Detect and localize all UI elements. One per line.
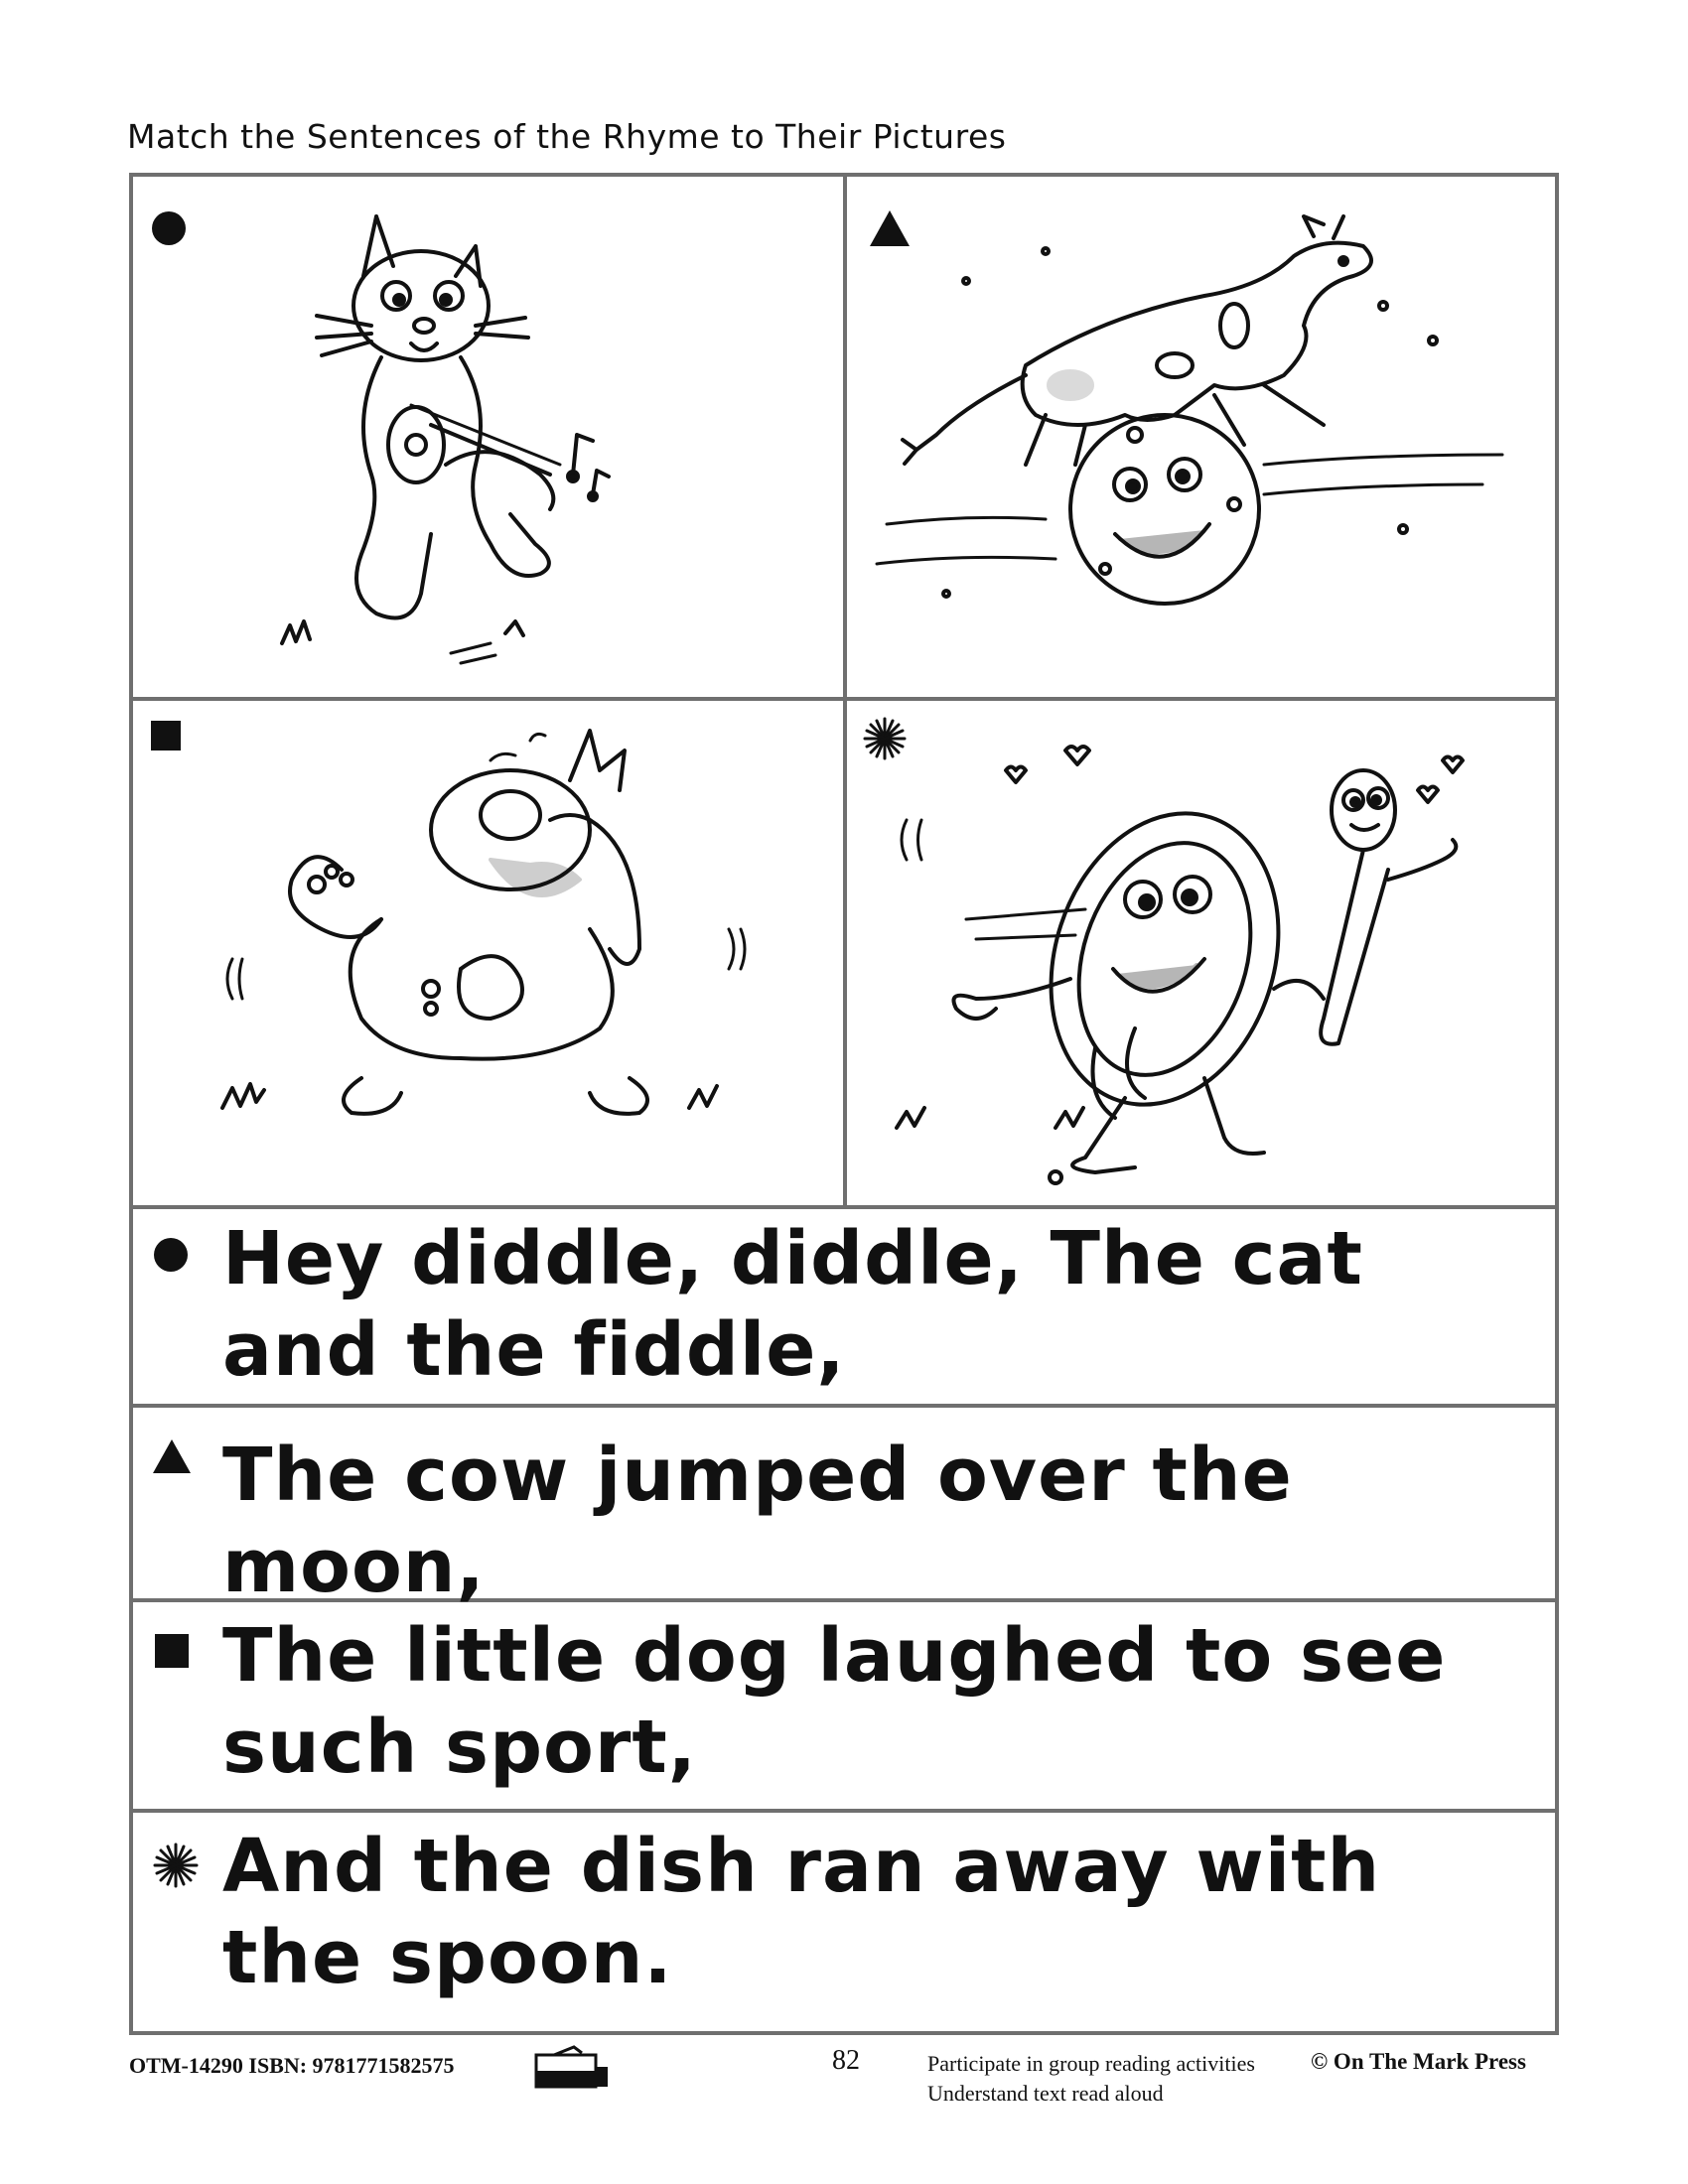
objective-2: Understand text read aloud	[927, 2081, 1164, 2106]
circle-symbol-icon	[152, 211, 186, 245]
sentence-text: And the dish ran away with the spoon.	[222, 1824, 1381, 2000]
footer-copyright: © On The Mark Press	[1311, 2049, 1526, 2074]
page-number: 82	[832, 2045, 860, 2076]
sentence-text: Hey diddle, diddle, The cat and the fiddle,	[222, 1216, 1363, 1393]
footer-code: OTM-14290 ISBN: 9781771582575	[129, 2053, 455, 2078]
sentence-row-dish	[133, 1813, 1555, 2035]
picture-cell-cow	[847, 177, 1559, 697]
picture-cell-cat	[133, 177, 843, 697]
sentence-list	[129, 1205, 1559, 2035]
dish-spoon-illustration	[897, 747, 1463, 1183]
picture-grid	[129, 173, 1559, 1209]
objective-1: Participate in group reading activities	[927, 2051, 1255, 2076]
footer-objectives	[927, 2049, 1255, 2109]
sentence-text: The cow jumped over the moon,	[222, 1433, 1293, 1609]
square-icon	[151, 1630, 195, 1674]
cow-moon-illustration	[877, 216, 1502, 604]
triangle-icon	[151, 1435, 195, 1479]
sentence-row-cat	[133, 1205, 1555, 1408]
triangle-symbol-icon	[870, 210, 910, 246]
cat-fiddle-illustration	[282, 216, 609, 663]
picture-cell-dish-spoon	[847, 701, 1559, 1209]
circle-icon	[151, 1233, 195, 1277]
starburst-icon	[151, 1841, 201, 1890]
sentence-text: The little dog laughed to see such sport,	[222, 1613, 1447, 1790]
picture-cell-dog	[133, 701, 843, 1209]
sentence-row-cow	[133, 1408, 1555, 1609]
square-symbol-icon	[151, 721, 181, 751]
page-title: Match the Sentences of the Rhyme to Their Pictures	[127, 117, 1007, 156]
starburst-symbol-icon	[865, 719, 905, 758]
page-tab-icon	[534, 2045, 614, 2091]
dog-laughing-illustration	[222, 731, 745, 1114]
sentence-row-dog	[133, 1602, 1555, 1813]
